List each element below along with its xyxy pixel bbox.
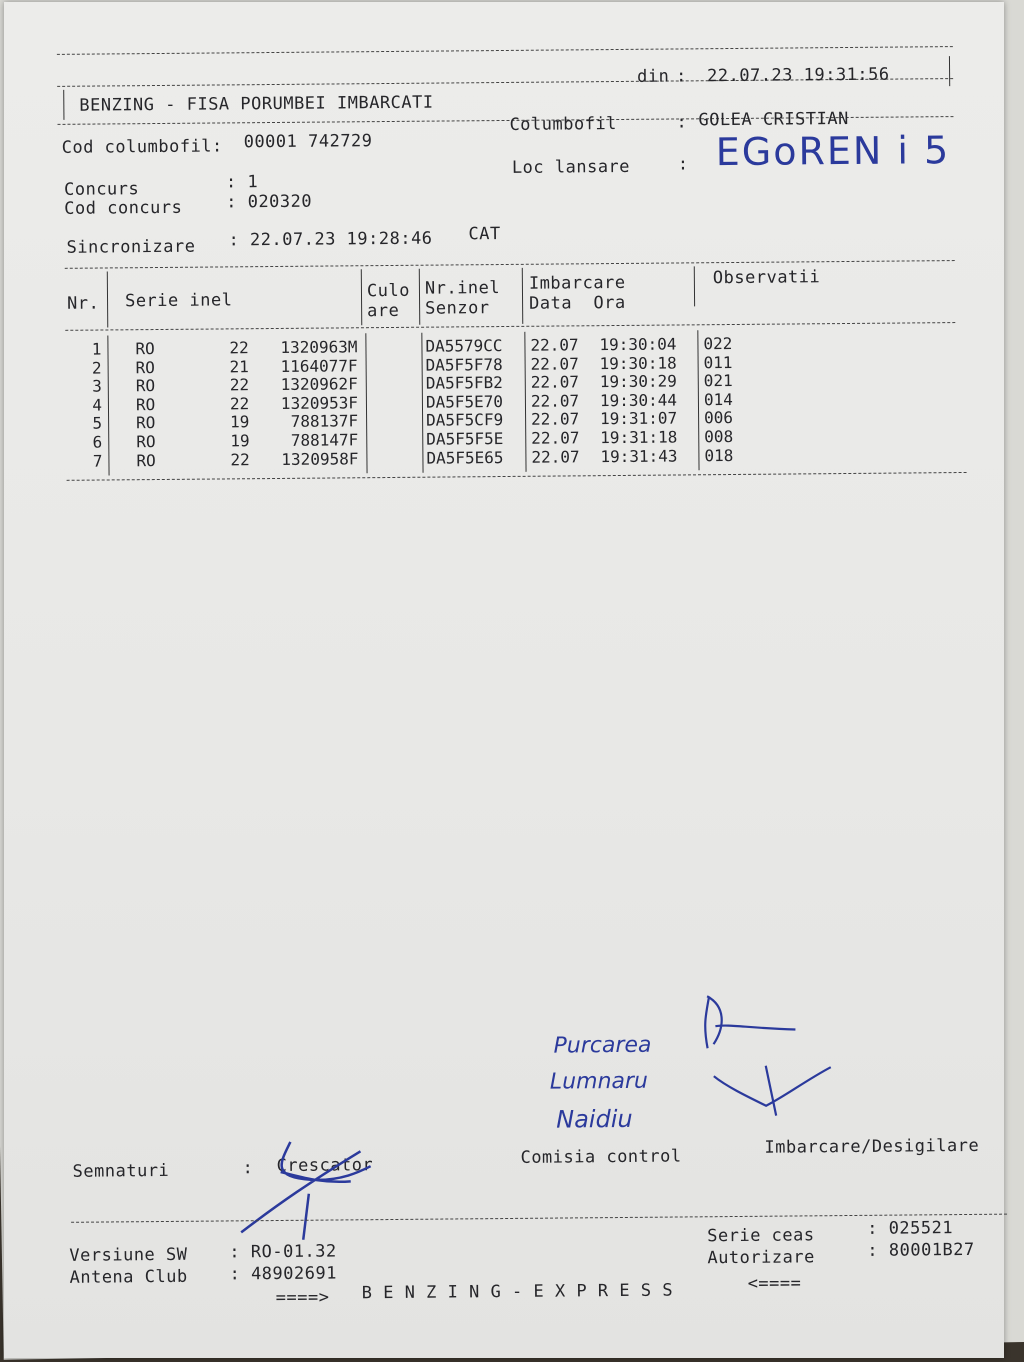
row-year: 21 [229,356,249,376]
row-nr: 4 [92,395,103,415]
row-country: RO [136,413,156,433]
control-signature [685,985,846,1126]
table-top-rule [65,260,955,269]
header-culoare-1: Culo [366,280,411,302]
row-ring-number: 788147F [290,430,359,450]
row-year: 22 [230,449,250,469]
imbarcare-desigilare-label: Imbarcare/Desigilare [764,1135,980,1158]
autorizare-value: 80001B27 [888,1239,975,1261]
row-date: 22.07 [530,372,580,392]
row-observatii: 014 [703,389,733,410]
sincronizare-value: 22.07.23 19:28:46 [249,228,433,251]
sincronizare-label: Sincronizare [66,236,196,258]
col-divider [694,266,695,306]
handwritten-name-1: Purcarea [553,1032,652,1059]
loc-lansare-handwritten: EGoREN i 5 [715,128,951,175]
columbofil-label: Columbofil [509,114,617,135]
row-time: 19:30:18 [599,353,677,373]
header-culoare-2: are [367,300,400,322]
row-ring-number: 788137F [290,411,359,432]
row-date: 22.07 [530,391,580,411]
row-sensor-ring: DA5F5F78 [425,354,503,375]
row-date: 22.07 [531,409,580,430]
row-year: 22 [229,338,249,358]
comisia-control-label: Comisia control [520,1146,682,1168]
row-time: 19:31:07 [600,408,678,429]
row-sensor-ring: DA5F5E65 [426,447,504,468]
cod-concurs-value: 020320 [247,191,313,213]
table-bottom-rule [67,472,967,481]
autorizare-label: Autorizare [707,1247,815,1269]
row-year: 19 [230,431,250,451]
concurs-value: 1 [247,172,259,193]
row-time: 19:31:43 [600,446,678,466]
row-country: RO [135,357,155,377]
row-ring-number: 1320953F [280,393,359,413]
concurs-label: Concurs [63,179,140,200]
table-header-rule [65,322,955,331]
row-nr: 1 [91,339,102,359]
row-time: 19:30:29 [599,371,677,392]
row-nr: 6 [92,432,103,452]
serie-ceas-value: 025521 [888,1218,954,1239]
row-year: 19 [230,412,250,432]
antena-value: 48902691 [250,1263,338,1285]
row-country: RO [135,376,156,396]
brand-name: B E N Z I N G - E X P R E S S [361,1280,674,1304]
row-date: 22.07 [530,335,579,355]
row-sensor-ring: DA5F5F5E [426,429,504,449]
row-nr: 5 [92,413,103,433]
document-title: BENZING - FISA PORUMBEI IMBARCATI [79,92,434,116]
versiune-label: Versiune SW [69,1244,188,1266]
row-time: 19:30:04 [599,334,677,355]
cod-concurs-label: Cod concurs [64,197,183,219]
row-year: 22 [229,375,250,395]
row-sensor-ring: DA5F5E70 [425,391,504,412]
row-ring-number: 1320958F [281,448,359,469]
header-right-bar [949,56,950,86]
handwritten-name-2: Lumnaru [549,1068,649,1095]
row-sensor-ring: DA5F5CF9 [426,410,504,431]
row-nr: 3 [92,376,102,396]
row-observatii: 011 [703,352,733,372]
row-observatii: 022 [703,334,733,354]
col-divider [361,269,362,325]
loc-lansare-label: Loc lansare [511,156,631,178]
sincronizare-zone: CAT [468,224,501,245]
columbofil-value: GOLEA CRISTIAN [698,108,849,131]
printed-sheet [4,2,1004,1358]
row-time: 19:31:18 [600,427,678,448]
row-year: 22 [229,394,250,414]
col-divider [522,268,523,324]
row-country: RO [135,339,155,359]
header-serie-inel: Serie inel [124,290,233,312]
row-observatii: 006 [704,408,734,428]
row-observatii: 021 [703,371,733,391]
din-value: 22.07.23 19:31:56 [707,64,890,87]
versiune-value: RO-01.32 [250,1241,337,1263]
row-date: 22.07 [530,353,579,374]
serie-ceas-label: Serie ceas [707,1225,815,1247]
row-ring-number: 1164077F [280,355,358,376]
header-nr: Nr. [66,293,100,314]
row-ring-number: 1320962F [280,374,358,395]
handwritten-name-3: Naidiu [556,1104,633,1134]
header-left-bar [63,90,64,120]
crescator-signature [220,1121,401,1243]
header-top-rule [57,46,953,55]
row-date: 22.07 [531,446,580,467]
row-nr: 7 [92,451,103,471]
din-label: din [637,66,670,87]
crescator-label: Crescator [276,1155,374,1177]
row-country: RO [136,432,156,452]
row-country: RO [135,394,156,415]
cod-columbofil-label: Cod columbofil: [61,136,223,158]
row-ring-number: 1320963M [280,337,358,357]
header-observatii: Observatii [712,267,821,289]
header-nr-inel-2: Senzor [425,298,490,319]
brand-arrow-left: ====> [275,1287,330,1309]
col-divider [107,271,108,327]
brand-arrow-right: <==== [747,1273,802,1294]
row-sensor-ring: DA5579CC [425,336,503,356]
sheet-content: BENZING - FISA PORUMBEI IMBARCATI din : 22.07.23 19:31:56 Cod columbofil: 00001 742729 Columbofil : GOLEA CRISTIAN Loc lansare : EGoREN i 5 Concurs : 1 Cod concurs : 020320 Sincronizare : 22.07.23 19:28:46 CAT Nr. Serie inel Culo are Nr.inel Senzor Imbarcare Data Ora Observatii 1 RO 22 1320963M DA5579CC 22.07 19:30:04 022 2 RO 21 1164077F DA5F5F78 22.07 19:30:18 011 3 RO 22 1320962F DA5F5FB2 22.07 19:30:29 021 4 RO 22 1320953F DA5F5E70 22.07 19:30:44 014 5 RO 19 788137F DA5F5CF9 22.07 19:31:07 006 6 RO 19 788147F DA5F5F5E 22.07 19:31:18 008 7 RO 22 1320958F DA5F5E65 22.07 19:31:43 018 Semnaturi : Crescator Comisia control Imbarcare/Desigilare Purcarea Lumnaru Naidiu Versiune SW : RO-01.32 Antena Club : 48902691 Serie ceas : 025521 Autorizare : 80001B27 ====> B E N Z I N G - E X P R E S S <==== [0,0,1012,1362]
row-nr: 2 [91,358,102,378]
antena-label: Antena Club [69,1266,188,1288]
header-nr-inel-1: Nr.inel [424,278,501,299]
header-imbarcare-1: Imbarcare [528,272,626,294]
row-observatii: 008 [704,427,734,447]
row-country: RO [136,450,156,470]
header-imbarcare-2: Data Ora [528,292,626,314]
row-sensor-ring: DA5F5FB2 [425,373,503,393]
row-observatii: 018 [704,445,734,465]
semnaturi-label: Semnaturi [72,1160,170,1182]
col-divider [419,269,420,325]
row-date: 22.07 [531,428,580,448]
row-time: 19:30:44 [599,390,678,410]
cod-columbofil-value: 00001 742729 [243,131,373,153]
